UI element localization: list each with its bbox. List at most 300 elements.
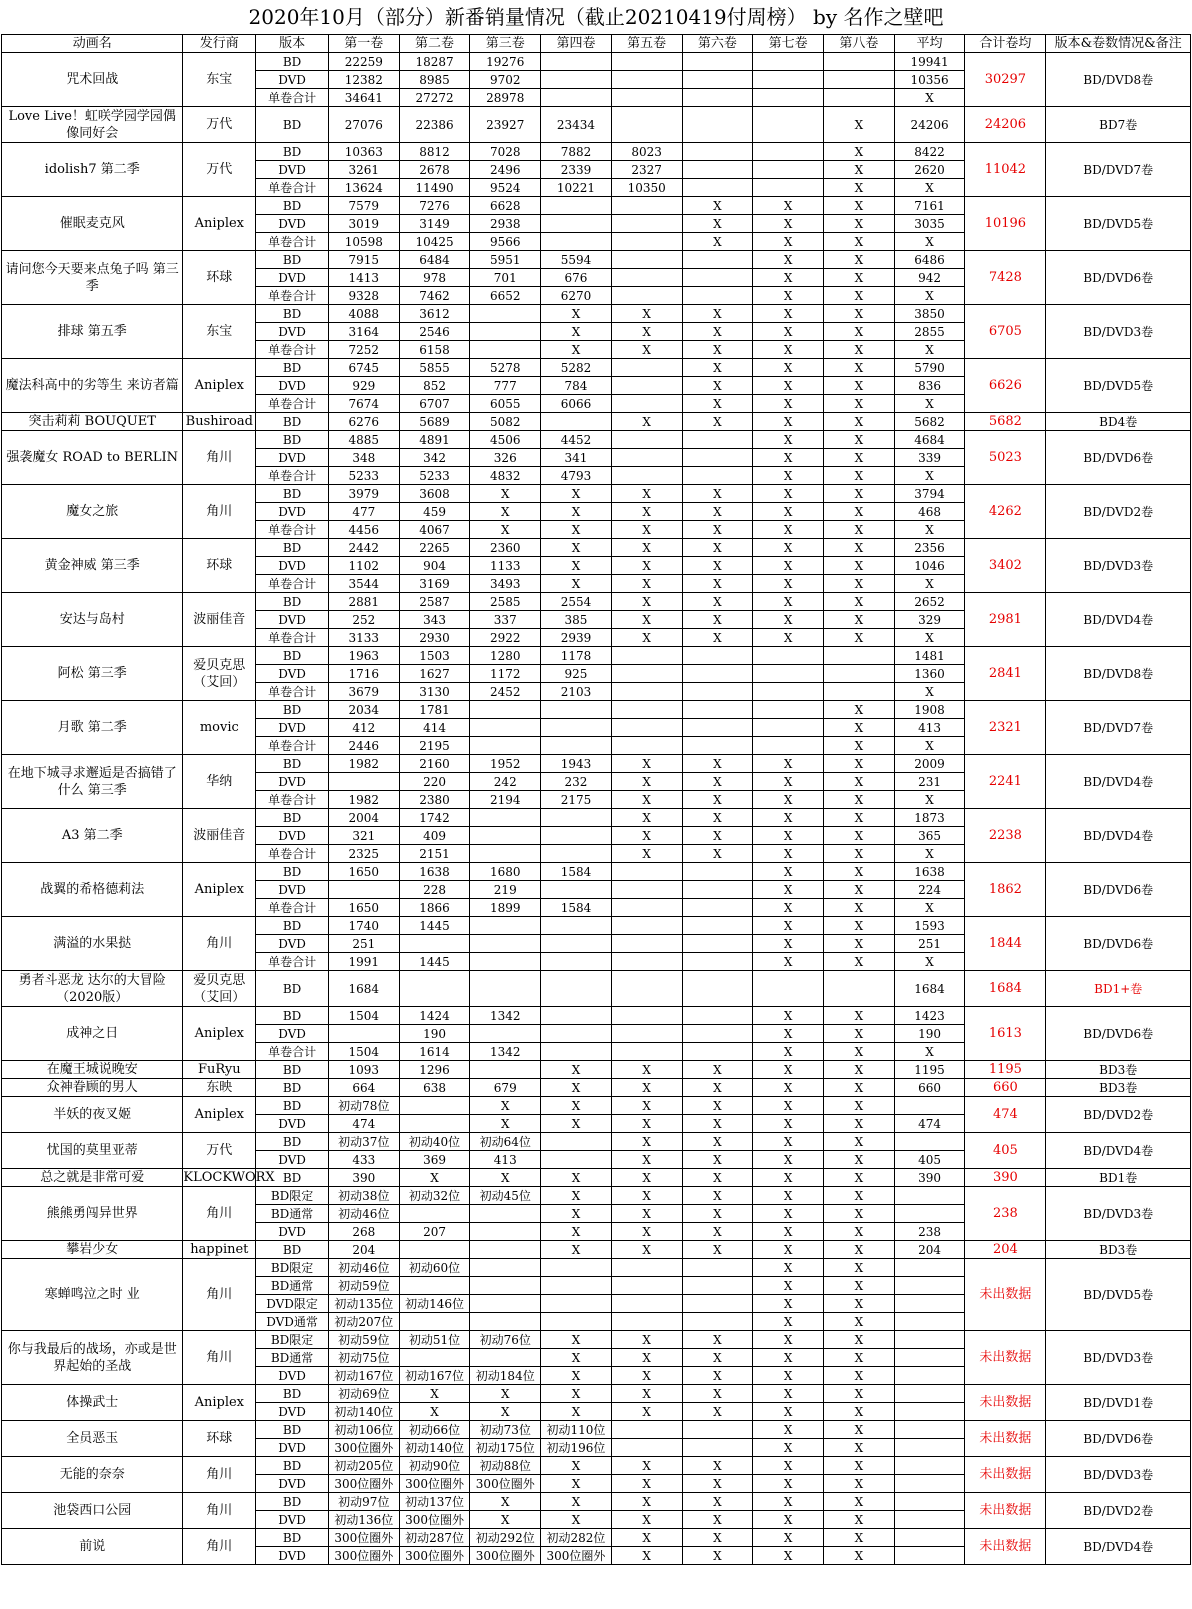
anime-name: 月歌 第二季 xyxy=(2,701,183,755)
edition-cell: DVD xyxy=(256,665,329,683)
volume-cell: 初动110位 xyxy=(541,1421,612,1439)
volume-cell: 6652 xyxy=(470,287,541,305)
table-row xyxy=(2,1493,1191,1511)
edition-cell: BD通常 xyxy=(256,1277,329,1295)
volume-cell: X xyxy=(823,1439,894,1457)
volume-cell: 4832 xyxy=(470,467,541,485)
volume-cell: 268 xyxy=(328,1223,399,1241)
volume-cell: X xyxy=(753,881,824,899)
volume-cell: 413 xyxy=(470,1151,541,1169)
volume-cell: X xyxy=(541,1223,612,1241)
average-cell: X xyxy=(894,521,965,539)
volume-cell: 初动60位 xyxy=(399,1259,470,1277)
volume-cell: X xyxy=(611,1223,682,1241)
volume-cell xyxy=(541,827,612,845)
anime-name: 魔女之旅 xyxy=(2,485,183,539)
volume-cell: X xyxy=(541,1079,612,1097)
volume-cell xyxy=(682,701,753,719)
volume-cell: 初动282位 xyxy=(541,1529,612,1547)
volume-cell xyxy=(611,89,682,107)
volume-cell xyxy=(541,1259,612,1277)
volume-cell xyxy=(541,233,612,251)
average-cell xyxy=(894,1493,965,1511)
total-average: 7428 xyxy=(965,251,1046,305)
volume-cell: X xyxy=(823,629,894,647)
edition-cell: BD xyxy=(256,197,329,215)
volume-cell: X xyxy=(611,1187,682,1205)
volume-cell: X xyxy=(611,1349,682,1367)
volume-cell xyxy=(753,143,824,161)
volume-cell: X xyxy=(470,503,541,521)
volume-cell xyxy=(470,1295,541,1313)
volume-cell: X xyxy=(682,629,753,647)
volume-cell xyxy=(611,719,682,737)
edition-cell: 单卷合计 xyxy=(256,1043,329,1061)
volume-cell: 1650 xyxy=(328,863,399,881)
volume-cell: X xyxy=(823,449,894,467)
volume-cell: X xyxy=(753,1223,824,1241)
average-cell: 1638 xyxy=(894,863,965,881)
table-row xyxy=(2,1169,1191,1187)
volume-cell: 228 xyxy=(399,881,470,899)
volume-cell: X xyxy=(823,1241,894,1259)
volume-cell: 3130 xyxy=(399,683,470,701)
volume-cell: X xyxy=(823,1115,894,1133)
column-header: 第一卷 xyxy=(328,35,399,53)
volume-cell: X xyxy=(541,1097,612,1115)
publisher: 角川 xyxy=(183,485,256,539)
volume-cell xyxy=(753,53,824,71)
volume-cell: X xyxy=(541,1349,612,1367)
edition-note: BD1+卷 xyxy=(1046,971,1191,1007)
volume-cell: 5594 xyxy=(541,251,612,269)
volume-cell: 5951 xyxy=(470,251,541,269)
volume-cell xyxy=(611,431,682,449)
volume-cell xyxy=(470,917,541,935)
volume-cell: 390 xyxy=(328,1169,399,1187)
volume-cell: 433 xyxy=(328,1151,399,1169)
volume-cell: X xyxy=(682,557,753,575)
edition-note: BD/DVD4卷 xyxy=(1046,755,1191,809)
total-average: 未出数据 xyxy=(965,1493,1046,1529)
edition-cell: 单卷合计 xyxy=(256,575,329,593)
edition-cell: 单卷合计 xyxy=(256,287,329,305)
table-row xyxy=(2,593,1191,611)
volume-cell xyxy=(823,89,894,107)
average-cell: 1046 xyxy=(894,557,965,575)
volume-cell: 337 xyxy=(470,611,541,629)
average-cell: X xyxy=(894,467,965,485)
volume-cell: 1172 xyxy=(470,665,541,683)
average-cell: 2652 xyxy=(894,593,965,611)
volume-cell: X xyxy=(611,1403,682,1421)
volume-cell xyxy=(682,1313,753,1331)
edition-cell: BD xyxy=(256,1133,329,1151)
average-cell: 231 xyxy=(894,773,965,791)
volume-cell: X xyxy=(753,755,824,773)
volume-cell: X xyxy=(682,1223,753,1241)
volume-cell xyxy=(541,1043,612,1061)
volume-cell: 369 xyxy=(399,1151,470,1169)
volume-cell xyxy=(328,773,399,791)
edition-note: BD/DVD4卷 xyxy=(1046,593,1191,647)
volume-cell xyxy=(682,1421,753,1439)
volume-cell: 初动167位 xyxy=(399,1367,470,1385)
average-cell: 2620 xyxy=(894,161,965,179)
volume-cell: 3164 xyxy=(328,323,399,341)
edition-cell: BD xyxy=(256,971,329,1007)
average-cell xyxy=(894,1259,965,1277)
volume-cell: X xyxy=(753,1205,824,1223)
volume-cell: X xyxy=(682,1079,753,1097)
volume-cell: 1504 xyxy=(328,1007,399,1025)
volume-cell: 3608 xyxy=(399,485,470,503)
volume-cell: 1684 xyxy=(328,971,399,1007)
volume-cell: 初动207位 xyxy=(328,1313,399,1331)
publisher: Aniplex xyxy=(183,863,256,917)
volume-cell: 6484 xyxy=(399,251,470,269)
total-average: 4262 xyxy=(965,485,1046,539)
average-cell xyxy=(894,1349,965,1367)
volume-cell: 300位圈外 xyxy=(328,1475,399,1493)
volume-cell: X xyxy=(823,755,894,773)
publisher: 万代 xyxy=(183,1133,256,1169)
volume-cell: X xyxy=(753,413,824,431)
table-row xyxy=(2,1385,1191,1403)
average-cell: 3850 xyxy=(894,305,965,323)
volume-cell: X xyxy=(753,1241,824,1259)
volume-cell: 初动137位 xyxy=(399,1493,470,1511)
edition-cell: DVD xyxy=(256,1151,329,1169)
volume-cell: 341 xyxy=(541,449,612,467)
volume-cell: X xyxy=(611,1385,682,1403)
volume-cell: X xyxy=(753,1187,824,1205)
total-average: 2238 xyxy=(965,809,1046,863)
volume-cell: 初动46位 xyxy=(328,1259,399,1277)
volume-cell: X xyxy=(611,1115,682,1133)
volume-cell: X xyxy=(611,1097,682,1115)
average-cell: 1593 xyxy=(894,917,965,935)
volume-cell: X xyxy=(753,1385,824,1403)
volume-cell: X xyxy=(753,953,824,971)
volume-cell xyxy=(682,269,753,287)
volume-cell xyxy=(611,917,682,935)
publisher: KLOCKWORX xyxy=(183,1170,275,1185)
edition-cell: 单卷合计 xyxy=(256,899,329,917)
volume-cell: 23927 xyxy=(470,107,541,143)
total-average: 11042 xyxy=(965,143,1046,197)
average-cell xyxy=(894,1205,965,1223)
total-average: 2841 xyxy=(965,647,1046,701)
edition-cell: 单卷合计 xyxy=(256,89,329,107)
edition-note: BD/DVD3卷 xyxy=(1046,1457,1191,1493)
volume-cell: X xyxy=(753,575,824,593)
publisher: 爱贝克思（艾回） xyxy=(183,647,256,701)
edition-note: BD/DVD3卷 xyxy=(1046,539,1191,593)
volume-cell: 701 xyxy=(470,269,541,287)
volume-cell: X xyxy=(753,197,824,215)
edition-note: BD3卷 xyxy=(1046,1079,1191,1097)
volume-cell: X xyxy=(823,161,894,179)
volume-cell: X xyxy=(753,1043,824,1061)
average-cell xyxy=(894,1385,965,1403)
table-row xyxy=(2,305,1191,323)
edition-note: BD/DVD2卷 xyxy=(1046,485,1191,539)
volume-cell: 1963 xyxy=(328,647,399,665)
volume-cell: X xyxy=(823,323,894,341)
volume-cell: X xyxy=(753,467,824,485)
volume-cell: 3169 xyxy=(399,575,470,593)
volume-cell xyxy=(541,719,612,737)
edition-cell: BD xyxy=(256,701,329,719)
volume-cell: 5689 xyxy=(399,413,470,431)
average-cell: 4684 xyxy=(894,431,965,449)
volume-cell: 784 xyxy=(541,377,612,395)
volume-cell: X xyxy=(470,485,541,503)
average-cell: 3035 xyxy=(894,215,965,233)
volume-cell: 474 xyxy=(328,1115,399,1133)
volume-cell: 2175 xyxy=(541,791,612,809)
volume-cell: 664 xyxy=(328,1079,399,1097)
volume-cell: 300位圈外 xyxy=(470,1475,541,1493)
total-average: 未出数据 xyxy=(965,1421,1046,1457)
volume-cell: X xyxy=(753,557,824,575)
volume-cell: X xyxy=(470,521,541,539)
volume-cell: X xyxy=(682,323,753,341)
volume-cell: 2930 xyxy=(399,629,470,647)
volume-cell: 5233 xyxy=(399,467,470,485)
volume-cell: X xyxy=(611,485,682,503)
table-row xyxy=(2,1421,1191,1439)
volume-cell: 1296 xyxy=(399,1061,470,1079)
volume-cell: 4088 xyxy=(328,305,399,323)
table-row xyxy=(2,251,1191,269)
anime-name: 半妖的夜叉姬 xyxy=(2,1097,183,1133)
volume-cell: 23434 xyxy=(541,107,612,143)
volume-cell: X xyxy=(753,1277,824,1295)
total-average: 5682 xyxy=(965,413,1046,431)
total-average: 1613 xyxy=(965,1007,1046,1061)
volume-cell: 8985 xyxy=(399,71,470,89)
volume-cell: 207 xyxy=(399,1223,470,1241)
edition-note: BD3卷 xyxy=(1046,1241,1191,1259)
volume-cell: 4506 xyxy=(470,431,541,449)
edition-cell: DVD xyxy=(256,611,329,629)
volume-cell: 8023 xyxy=(611,143,682,161)
anime-name: 熊熊勇闯异世界 xyxy=(2,1187,183,1241)
average-cell: 1684 xyxy=(894,971,965,1007)
volume-cell: 10598 xyxy=(328,233,399,251)
volume-cell xyxy=(611,233,682,251)
volume-cell xyxy=(611,647,682,665)
volume-cell xyxy=(823,971,894,1007)
volume-cell: X xyxy=(611,1169,682,1187)
volume-cell: X xyxy=(611,1331,682,1349)
edition-cell: BD xyxy=(256,485,329,503)
volume-cell: 929 xyxy=(328,377,399,395)
volume-cell: 34641 xyxy=(328,89,399,107)
edition-cell: 单卷合计 xyxy=(256,845,329,863)
volume-cell: X xyxy=(682,395,753,413)
total-average: 未出数据 xyxy=(965,1331,1046,1385)
volume-cell: X xyxy=(823,719,894,737)
publisher: 角川 xyxy=(183,431,256,485)
volume-cell xyxy=(611,215,682,233)
volume-cell: 300位圈外 xyxy=(399,1511,470,1529)
volume-cell: 251 xyxy=(328,935,399,953)
anime-name: 成神之日 xyxy=(2,1007,183,1061)
volume-cell: 676 xyxy=(541,269,612,287)
volume-cell: X xyxy=(753,1079,824,1097)
volume-cell: X xyxy=(611,1511,682,1529)
volume-cell: X xyxy=(823,467,894,485)
volume-cell xyxy=(682,953,753,971)
volume-cell: X xyxy=(682,827,753,845)
average-cell xyxy=(894,1403,965,1421)
volume-cell xyxy=(823,665,894,683)
volume-cell: 1614 xyxy=(399,1043,470,1061)
volume-cell: X xyxy=(682,1367,753,1385)
volume-cell xyxy=(470,737,541,755)
volume-cell: 326 xyxy=(470,449,541,467)
volume-cell: 925 xyxy=(541,665,612,683)
column-header: 平均 xyxy=(894,35,965,53)
volume-cell: 3612 xyxy=(399,305,470,323)
volume-cell: 4452 xyxy=(541,431,612,449)
volume-cell: X xyxy=(753,1511,824,1529)
volume-cell: X xyxy=(611,1133,682,1151)
table-row xyxy=(2,1133,1191,1151)
volume-cell: 2360 xyxy=(470,539,541,557)
volume-cell: X xyxy=(753,1529,824,1547)
volume-cell: X xyxy=(823,179,894,197)
volume-cell: 1445 xyxy=(399,953,470,971)
volume-cell: X xyxy=(611,539,682,557)
average-cell: 2009 xyxy=(894,755,965,773)
volume-cell: X xyxy=(399,1169,470,1187)
table-body xyxy=(2,53,1191,1565)
total-average: 未出数据 xyxy=(965,1259,1046,1331)
volume-cell: X xyxy=(682,575,753,593)
volume-cell: X xyxy=(823,269,894,287)
volume-cell: 1866 xyxy=(399,899,470,917)
volume-cell: X xyxy=(682,215,753,233)
edition-cell: DVD xyxy=(256,1367,329,1385)
edition-cell: DVD xyxy=(256,1547,329,1565)
publisher: Aniplex xyxy=(183,1385,256,1421)
volume-cell: X xyxy=(682,593,753,611)
volume-cell: X xyxy=(611,1547,682,1565)
edition-cell: 单卷合计 xyxy=(256,629,329,647)
edition-cell: DVD xyxy=(256,1115,329,1133)
edition-note: BD/DVD7卷 xyxy=(1046,143,1191,197)
volume-cell: 4456 xyxy=(328,521,399,539)
average-cell xyxy=(894,1331,965,1349)
volume-cell xyxy=(682,719,753,737)
column-header: 第七卷 xyxy=(753,35,824,53)
volume-cell: 2678 xyxy=(399,161,470,179)
edition-cell: BD xyxy=(256,1421,329,1439)
volume-cell: 1503 xyxy=(399,647,470,665)
table-row xyxy=(2,1061,1191,1079)
column-header: 版本 xyxy=(256,35,329,53)
volume-cell: 6745 xyxy=(328,359,399,377)
average-cell: 6486 xyxy=(894,251,965,269)
volume-cell: X xyxy=(823,395,894,413)
volume-cell: X xyxy=(682,1403,753,1421)
volume-cell: 初动32位 xyxy=(399,1187,470,1205)
anime-name: 攀岩少女 xyxy=(2,1241,183,1259)
volume-cell: X xyxy=(753,1331,824,1349)
volume-cell xyxy=(682,467,753,485)
anime-name: 魔法科高中的劣等生 来访者篇 xyxy=(2,359,183,413)
edition-cell: DVD xyxy=(256,215,329,233)
volume-cell: X xyxy=(753,611,824,629)
edition-note: BD/DVD4卷 xyxy=(1046,809,1191,863)
publisher: 角川 xyxy=(183,1187,256,1241)
volume-cell: 初动45位 xyxy=(470,1187,541,1205)
volume-cell: 4793 xyxy=(541,467,612,485)
volume-cell: X xyxy=(541,341,612,359)
edition-note: BD/DVD4卷 xyxy=(1046,1529,1191,1565)
average-cell xyxy=(894,1133,965,1151)
publisher: 爱贝克思（艾回） xyxy=(183,971,256,1007)
volume-cell: 1280 xyxy=(470,647,541,665)
edition-cell: BD限定 xyxy=(256,1187,329,1205)
table-row xyxy=(2,413,1191,431)
volume-cell: 7579 xyxy=(328,197,399,215)
total-average: 30297 xyxy=(965,53,1046,107)
publisher: Aniplex xyxy=(183,1097,256,1133)
volume-cell xyxy=(753,737,824,755)
edition-cell: BD限定 xyxy=(256,1259,329,1277)
volume-cell: X xyxy=(823,1493,894,1511)
column-header: 第八卷 xyxy=(823,35,894,53)
average-cell: X xyxy=(894,287,965,305)
edition-cell: BD xyxy=(256,107,329,143)
publisher: 环球 xyxy=(183,1421,256,1457)
volume-cell xyxy=(682,863,753,881)
edition-note: BD/DVD5卷 xyxy=(1046,359,1191,413)
average-cell xyxy=(894,1295,965,1313)
volume-cell xyxy=(541,701,612,719)
edition-cell: 单卷合计 xyxy=(256,683,329,701)
volume-cell: X xyxy=(611,791,682,809)
volume-cell: 477 xyxy=(328,503,399,521)
volume-cell: 1424 xyxy=(399,1007,470,1025)
volume-cell: 初动167位 xyxy=(328,1367,399,1385)
edition-cell: BD xyxy=(256,1169,329,1187)
volume-cell: 2587 xyxy=(399,593,470,611)
volume-cell: 28978 xyxy=(470,89,541,107)
volume-cell: X xyxy=(753,863,824,881)
total-average: 1844 xyxy=(965,917,1046,971)
average-cell: 7161 xyxy=(894,197,965,215)
volume-cell: X xyxy=(753,1115,824,1133)
edition-cell: 单卷合计 xyxy=(256,233,329,251)
volume-cell: X xyxy=(753,1061,824,1079)
edition-cell: BD xyxy=(256,593,329,611)
volume-cell: X xyxy=(470,1097,541,1115)
volume-cell: 初动73位 xyxy=(470,1421,541,1439)
volume-cell xyxy=(611,1043,682,1061)
volume-cell: X xyxy=(611,755,682,773)
volume-cell xyxy=(682,881,753,899)
volume-cell: 初动76位 xyxy=(470,1331,541,1349)
volume-cell: X xyxy=(611,1151,682,1169)
volume-cell: X xyxy=(823,1367,894,1385)
volume-cell: 385 xyxy=(541,611,612,629)
